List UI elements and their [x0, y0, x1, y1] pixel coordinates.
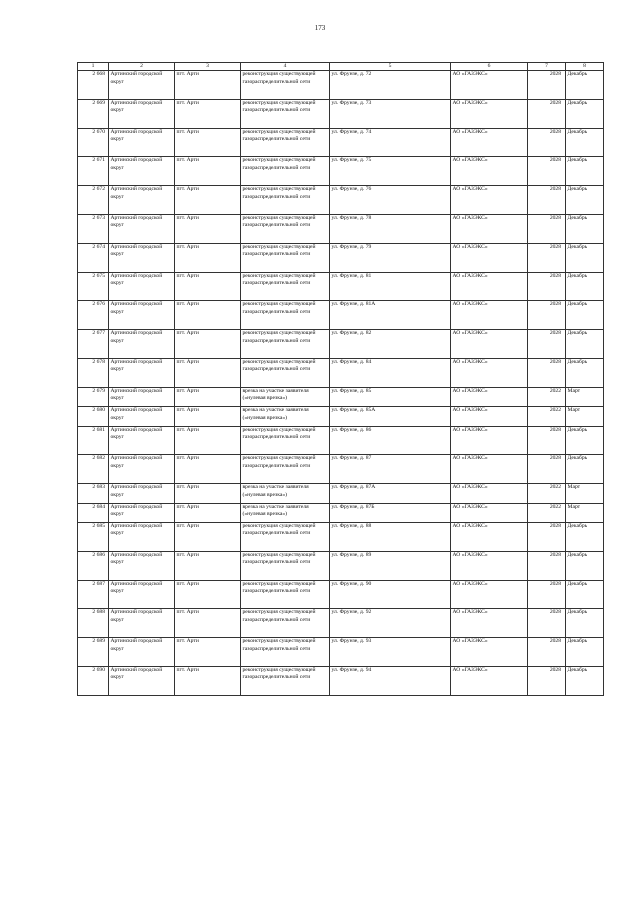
settlement-cell: пгт. Арти [175, 666, 241, 695]
settlement-cell: пгт. Арти [175, 157, 241, 186]
table-row [78, 99, 604, 128]
settlement-cell: пгт. Арти [175, 99, 241, 128]
settlement-cell: пгт. Арти [175, 638, 241, 667]
year-cell: 2028 [528, 358, 566, 387]
column-header: 7 [528, 63, 566, 71]
organization-cell: АО «ГАЗЭКС» [451, 71, 528, 100]
district-cell: Артинский городской округ [109, 638, 175, 667]
settlement-cell: пгт. Арти [175, 358, 241, 387]
table-row [78, 503, 604, 522]
work-type-cell: реконструкция существующей газораспределительной сети [241, 214, 330, 243]
district-cell: Артинский городской округ [109, 503, 175, 522]
month-cell: Декабрь [566, 426, 604, 455]
address-cell: ул. Фрунзе, д. 84 [330, 358, 451, 387]
table-row [78, 580, 604, 609]
organization-cell: АО «ГАЗЭКС» [451, 186, 528, 215]
month-cell: Декабрь [566, 243, 604, 272]
settlement-cell: пгт. Арти [175, 426, 241, 455]
table-row [78, 272, 604, 301]
row-number-cell: 2 690 [78, 666, 109, 695]
organization-cell: АО «ГАЗЭКС» [451, 522, 528, 551]
year-cell: 2028 [528, 243, 566, 272]
column-header: 3 [175, 63, 241, 71]
address-cell: ул. Фрунзе, д. 79 [330, 243, 451, 272]
table-row [78, 522, 604, 551]
table-row [78, 157, 604, 186]
year-cell: 2028 [528, 551, 566, 580]
month-cell: Март [566, 387, 604, 406]
address-cell: ул. Фрунзе, д. 89 [330, 551, 451, 580]
district-cell: Артинский городской округ [109, 666, 175, 695]
district-cell: Артинский городской округ [109, 551, 175, 580]
row-number-cell: 2 678 [78, 358, 109, 387]
organization-cell: АО «ГАЗЭКС» [451, 358, 528, 387]
month-cell: Декабрь [566, 301, 604, 330]
address-cell: ул. Фрунзе, д. 87А [330, 484, 451, 503]
settlement-cell: пгт. Арти [175, 272, 241, 301]
work-type-cell: реконструкция существующей газораспределительной сети [241, 609, 330, 638]
settlement-cell: пгт. Арти [175, 330, 241, 359]
settlement-cell: пгт. Арти [175, 407, 241, 426]
column-header: 4 [241, 63, 330, 71]
table-row [78, 301, 604, 330]
address-cell: ул. Фрунзе, д. 92 [330, 609, 451, 638]
row-number-cell: 2 680 [78, 407, 109, 426]
organization-cell: АО «ГАЗЭКС» [451, 407, 528, 426]
organization-cell: АО «ГАЗЭКС» [451, 243, 528, 272]
settlement-cell: пгт. Арти [175, 503, 241, 522]
organization-cell: АО «ГАЗЭКС» [451, 426, 528, 455]
row-number-cell: 2 682 [78, 455, 109, 484]
district-cell: Артинский городской округ [109, 455, 175, 484]
column-header: 6 [451, 63, 528, 71]
organization-cell: АО «ГАЗЭКС» [451, 551, 528, 580]
table-row [78, 330, 604, 359]
district-cell: Артинский городской округ [109, 330, 175, 359]
year-cell: 2022 [528, 387, 566, 406]
organization-cell: АО «ГАЗЭКС» [451, 484, 528, 503]
settlement-cell: пгт. Арти [175, 387, 241, 406]
year-cell: 2028 [528, 522, 566, 551]
row-number-cell: 2 668 [78, 71, 109, 100]
row-number-cell: 2 681 [78, 426, 109, 455]
district-cell: Артинский городской округ [109, 484, 175, 503]
work-type-cell: врезка на участке заявителя («нулевая врезка») [241, 484, 330, 503]
year-cell: 2028 [528, 609, 566, 638]
row-number-cell: 2 672 [78, 186, 109, 215]
month-cell: Декабрь [566, 157, 604, 186]
table-row [78, 358, 604, 387]
month-cell: Декабрь [566, 71, 604, 100]
address-cell: ул. Фрунзе, д. 85А [330, 407, 451, 426]
district-cell: Артинский городской округ [109, 522, 175, 551]
address-cell: ул. Фрунзе, д. 90 [330, 580, 451, 609]
year-cell: 2028 [528, 330, 566, 359]
year-cell: 2028 [528, 186, 566, 215]
month-cell: Декабрь [566, 358, 604, 387]
work-type-cell: реконструкция существующей газораспределительной сети [241, 272, 330, 301]
address-cell: ул. Фрунзе, д. 94 [330, 666, 451, 695]
work-type-cell: реконструкция существующей газораспределительной сети [241, 243, 330, 272]
work-type-cell: реконструкция существующей газораспределительной сети [241, 330, 330, 359]
year-cell: 2028 [528, 128, 566, 157]
work-type-cell: реконструкция существующей газораспределительной сети [241, 666, 330, 695]
month-cell: Декабрь [566, 128, 604, 157]
month-cell: Декабрь [566, 272, 604, 301]
table-row [78, 455, 604, 484]
address-cell: ул. Фрунзе, д. 76 [330, 186, 451, 215]
organization-cell: АО «ГАЗЭКС» [451, 503, 528, 522]
work-type-cell: реконструкция существующей газораспределительной сети [241, 71, 330, 100]
address-cell: ул. Фрунзе, д. 88 [330, 522, 451, 551]
address-cell: ул. Фрунзе, д. 75 [330, 157, 451, 186]
month-cell: Март [566, 407, 604, 426]
district-cell: Артинский городской округ [109, 387, 175, 406]
year-cell: 2028 [528, 455, 566, 484]
district-cell: Артинский городской округ [109, 99, 175, 128]
settlement-cell: пгт. Арти [175, 71, 241, 100]
table-row [78, 484, 604, 503]
row-number-cell: 2 671 [78, 157, 109, 186]
organization-cell: АО «ГАЗЭКС» [451, 455, 528, 484]
work-type-cell: врезка на участке заявителя («нулевая врезка») [241, 407, 330, 426]
year-cell: 2028 [528, 580, 566, 609]
district-cell: Артинский городской округ [109, 128, 175, 157]
work-type-cell: реконструкция существующей газораспределительной сети [241, 455, 330, 484]
address-cell: ул. Фрунзе, д. 81А [330, 301, 451, 330]
month-cell: Март [566, 503, 604, 522]
address-cell: ул. Фрунзе, д. 78 [330, 214, 451, 243]
district-cell: Артинский городской округ [109, 214, 175, 243]
district-cell: Артинский городской округ [109, 272, 175, 301]
table-row [78, 243, 604, 272]
address-cell: ул. Фрунзе, д. 87Б [330, 503, 451, 522]
address-cell: ул. Фрунзе, д. 87 [330, 455, 451, 484]
year-cell: 2022 [528, 503, 566, 522]
year-cell: 2022 [528, 484, 566, 503]
table-row [78, 387, 604, 406]
organization-cell: АО «ГАЗЭКС» [451, 580, 528, 609]
table-row [78, 214, 604, 243]
district-cell: Артинский городской округ [109, 426, 175, 455]
organization-cell: АО «ГАЗЭКС» [451, 638, 528, 667]
year-cell: 2028 [528, 99, 566, 128]
column-header: 2 [109, 63, 175, 71]
address-cell: ул. Фрунзе, д. 93 [330, 638, 451, 667]
year-cell: 2028 [528, 301, 566, 330]
month-cell: Декабрь [566, 214, 604, 243]
district-cell: Артинский городской округ [109, 157, 175, 186]
organization-cell: АО «ГАЗЭКС» [451, 272, 528, 301]
work-type-cell: реконструкция существующей газораспределительной сети [241, 358, 330, 387]
organization-cell: АО «ГАЗЭКС» [451, 157, 528, 186]
work-type-cell: реконструкция существующей газораспределительной сети [241, 157, 330, 186]
month-cell: Декабрь [566, 666, 604, 695]
district-cell: Артинский городской округ [109, 243, 175, 272]
row-number-cell: 2 679 [78, 387, 109, 406]
row-number-cell: 2 670 [78, 128, 109, 157]
district-cell: Артинский городской округ [109, 301, 175, 330]
address-cell: ул. Фрунзе, д. 85 [330, 387, 451, 406]
year-cell: 2028 [528, 426, 566, 455]
year-cell: 2028 [528, 638, 566, 667]
month-cell: Декабрь [566, 638, 604, 667]
table-row [78, 128, 604, 157]
row-number-cell: 2 676 [78, 301, 109, 330]
address-cell: ул. Фрунзе, д. 81 [330, 272, 451, 301]
district-cell: Артинский городской округ [109, 407, 175, 426]
organization-cell: АО «ГАЗЭКС» [451, 301, 528, 330]
row-number-cell: 2 674 [78, 243, 109, 272]
work-type-cell: реконструкция существующей газораспределительной сети [241, 99, 330, 128]
settlement-cell: пгт. Арти [175, 128, 241, 157]
month-cell: Декабрь [566, 551, 604, 580]
month-cell: Декабрь [566, 609, 604, 638]
year-cell: 2028 [528, 157, 566, 186]
month-cell: Декабрь [566, 99, 604, 128]
month-cell: Декабрь [566, 455, 604, 484]
work-type-cell: реконструкция существующей газораспределительной сети [241, 580, 330, 609]
row-number-cell: 2 688 [78, 609, 109, 638]
page-number: 173 [314, 24, 326, 32]
organization-cell: АО «ГАЗЭКС» [451, 99, 528, 128]
settlement-cell: пгт. Арти [175, 243, 241, 272]
table-row [78, 609, 604, 638]
address-cell: ул. Фрунзе, д. 74 [330, 128, 451, 157]
header-row [78, 63, 604, 71]
row-number-cell: 2 687 [78, 580, 109, 609]
row-number-cell: 2 685 [78, 522, 109, 551]
work-type-cell: реконструкция существующей газораспределительной сети [241, 301, 330, 330]
row-number-cell: 2 689 [78, 638, 109, 667]
work-type-cell: реконструкция существующей газораспределительной сети [241, 522, 330, 551]
year-cell: 2028 [528, 666, 566, 695]
organization-cell: АО «ГАЗЭКС» [451, 128, 528, 157]
settlement-cell: пгт. Арти [175, 580, 241, 609]
settlement-cell: пгт. Арти [175, 609, 241, 638]
row-number-cell: 2 673 [78, 214, 109, 243]
table-row [78, 666, 604, 695]
address-cell: ул. Фрунзе, д. 72 [330, 71, 451, 100]
work-type-cell: реконструкция существующей газораспределительной сети [241, 638, 330, 667]
month-cell: Декабрь [566, 330, 604, 359]
organization-cell: АО «ГАЗЭКС» [451, 214, 528, 243]
year-cell: 2028 [528, 71, 566, 100]
table-body [78, 71, 604, 696]
settlement-cell: пгт. Арти [175, 455, 241, 484]
district-cell: Артинский городской округ [109, 358, 175, 387]
year-cell: 2028 [528, 272, 566, 301]
organization-cell: АО «ГАЗЭКС» [451, 609, 528, 638]
month-cell: Декабрь [566, 580, 604, 609]
district-cell: Артинский городской округ [109, 609, 175, 638]
column-header: 5 [330, 63, 451, 71]
settlement-cell: пгт. Арти [175, 522, 241, 551]
table-row [78, 407, 604, 426]
work-type-cell: реконструкция существующей газораспределительной сети [241, 128, 330, 157]
work-type-cell: реконструкция существующей газораспределительной сети [241, 551, 330, 580]
row-number-cell: 2 686 [78, 551, 109, 580]
settlement-cell: пгт. Арти [175, 186, 241, 215]
year-cell: 2022 [528, 407, 566, 426]
work-type-cell: реконструкция существующей газораспределительной сети [241, 186, 330, 215]
month-cell: Декабрь [566, 186, 604, 215]
table-row [78, 71, 604, 100]
address-cell: ул. Фрунзе, д. 73 [330, 99, 451, 128]
organization-cell: АО «ГАЗЭКС» [451, 330, 528, 359]
table-row [78, 186, 604, 215]
column-header: 1 [78, 63, 109, 71]
month-cell: Декабрь [566, 522, 604, 551]
gas-network-schedule-table [77, 62, 604, 696]
table-row [78, 551, 604, 580]
organization-cell: АО «ГАЗЭКС» [451, 666, 528, 695]
work-type-cell: врезка на участке заявителя («нулевая врезка») [241, 387, 330, 406]
work-type-cell: реконструкция существующей газораспределительной сети [241, 426, 330, 455]
district-cell: Артинский городской округ [109, 186, 175, 215]
settlement-cell: пгт. Арти [175, 214, 241, 243]
address-cell: ул. Фрунзе, д. 86 [330, 426, 451, 455]
year-cell: 2028 [528, 214, 566, 243]
row-number-cell: 2 669 [78, 99, 109, 128]
row-number-cell: 2 677 [78, 330, 109, 359]
work-type-cell: врезка на участке заявителя («нулевая врезка») [241, 503, 330, 522]
row-number-cell: 2 683 [78, 484, 109, 503]
row-number-cell: 2 675 [78, 272, 109, 301]
address-cell: ул. Фрунзе, д. 82 [330, 330, 451, 359]
table-row [78, 426, 604, 455]
table-row [78, 638, 604, 667]
district-cell: Артинский городской округ [109, 580, 175, 609]
settlement-cell: пгт. Арти [175, 301, 241, 330]
settlement-cell: пгт. Арти [175, 551, 241, 580]
district-cell: Артинский городской округ [109, 71, 175, 100]
column-header: 8 [566, 63, 604, 71]
organization-cell: АО «ГАЗЭКС» [451, 387, 528, 406]
month-cell: Март [566, 484, 604, 503]
settlement-cell: пгт. Арти [175, 484, 241, 503]
row-number-cell: 2 684 [78, 503, 109, 522]
